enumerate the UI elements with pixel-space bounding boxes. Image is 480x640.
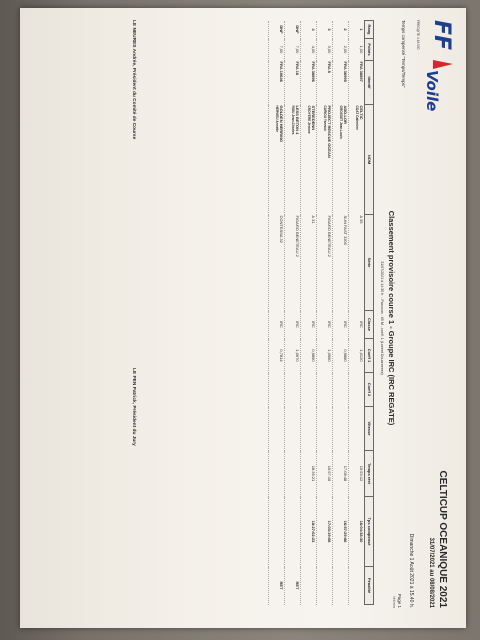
- cell-text: 15:53:12: [358, 465, 364, 482]
- cell-serie: [269, 215, 285, 311]
- cell-text: 2: [342, 28, 348, 31]
- cell-vitesse: [333, 407, 349, 451]
- cell-points: [349, 39, 365, 61]
- cell-text: SUN FAST 3200: [342, 215, 348, 245]
- race-committee-signature: LE NEURES Andrée, Président du Comité de Course: [131, 20, 136, 140]
- race-details: 31/07/2021 à 14:35 h. - Parcours : 65 M - coeff. 1 (Lorient Douarnenez): [380, 261, 384, 375]
- cell-text: RET: [278, 581, 284, 590]
- cell-text: FRA 8: [326, 61, 332, 73]
- cell-nom: [285, 105, 301, 215]
- cell-vitesse: [269, 407, 285, 451]
- cell-coeff2: [333, 373, 349, 407]
- cell-text: DNF: [294, 25, 300, 34]
- cell-text: 4: [310, 28, 316, 31]
- ffvoile-logo: [418, 20, 458, 140]
- cell-text: 18:27:02:23: [310, 520, 316, 543]
- cell-text: 16:04:38:30: [358, 520, 364, 543]
- cell-text: ADD-LOR: [342, 105, 348, 124]
- cell-text: 16:57:29:86: [342, 520, 348, 543]
- cell-text: FRA 10646: [278, 61, 284, 82]
- cell-text: STEREDENN: [310, 105, 316, 131]
- cell-text: IRC: [310, 321, 316, 328]
- cell-text: A 31: [310, 215, 316, 224]
- cell-vitesse: [285, 407, 301, 451]
- skipper-name: CROYERE Jérome: [306, 105, 311, 134]
- cell-text: 1,0120: [358, 349, 364, 362]
- cell-text: 0,7814: [278, 349, 284, 362]
- cell-text: DNF: [278, 25, 284, 34]
- cell-temps-reel: [333, 451, 349, 497]
- cell-text: 15:57:16: [326, 465, 332, 482]
- cell-penalite: [349, 567, 365, 605]
- cell-penalite: [269, 567, 285, 605]
- column-header: Tps compensé: [365, 497, 374, 567]
- cell-text: FIGARO BENETEAU 2: [326, 215, 332, 257]
- cell-text: LESS BETON 4: [294, 105, 300, 135]
- time-method-note: Temps compensé "Temps/Temps": [401, 20, 406, 88]
- table-row: [301, 21, 317, 605]
- cell-text: CELTIC: [358, 105, 364, 120]
- cell-nom: [269, 105, 285, 215]
- cell-penalite: [285, 567, 301, 605]
- skipper-name: GROSSET Jean-Louis: [338, 105, 343, 139]
- cell-serie: [285, 215, 301, 311]
- cell-penalite: [301, 567, 317, 605]
- logo-voile-text: Voile: [423, 70, 441, 112]
- cell-tps-comp: [285, 497, 301, 567]
- cell-text: 18:39:21: [310, 465, 316, 482]
- cell-serie: [333, 215, 349, 311]
- cell-temps-reel: [285, 451, 301, 497]
- cell-points: [269, 39, 285, 61]
- sail-icon: [433, 60, 453, 69]
- cell-tps-comp: [317, 497, 333, 567]
- cell-vitesse: [349, 407, 365, 451]
- cell-text: FRA 38896: [310, 61, 316, 82]
- cell-text: FIGARO BENETEAU 2: [294, 215, 300, 257]
- table-row: [285, 21, 301, 605]
- cell-identif: [349, 61, 365, 105]
- cell-rang: [317, 21, 333, 39]
- cell-text: 1,00: [358, 45, 364, 54]
- cell-coeff1: [333, 339, 349, 373]
- column-header: Identif: [365, 61, 374, 105]
- cell-penalite: [333, 567, 349, 605]
- cell-text: FRA 38897: [358, 61, 364, 82]
- cell-coeff2: [349, 373, 365, 407]
- cell-text: A 35: [358, 215, 364, 224]
- cell-coeff1: [349, 339, 365, 373]
- cell-nom: [317, 105, 333, 215]
- cell-text: 7,00: [294, 45, 300, 54]
- cell-serie: [349, 215, 365, 311]
- cell-points: [285, 39, 301, 61]
- cell-rang: [269, 21, 285, 39]
- table-row: [349, 21, 365, 605]
- cell-coeff2: [269, 373, 285, 407]
- cell-text: IRC: [278, 321, 284, 328]
- cell-coeff2: [301, 373, 317, 407]
- cell-coeff2: [317, 373, 333, 407]
- cell-coeff1: [269, 339, 285, 373]
- page-number: Page 1: [397, 593, 402, 608]
- cell-temps-reel: [269, 451, 285, 497]
- cell-classe: [333, 311, 349, 339]
- jury-signature: LE PEN Patrick, Président du Jury: [131, 368, 136, 446]
- cell-tps-comp: [269, 497, 285, 567]
- column-header: Série: [365, 215, 374, 311]
- cell-coeff2: [285, 373, 301, 407]
- cell-text: FRA 36995: [342, 61, 348, 82]
- cell-nom: [349, 105, 365, 215]
- table-row: [269, 21, 285, 605]
- cell-tps-comp: [349, 497, 365, 567]
- cell-text: 1,0670: [294, 349, 300, 362]
- results-table: [268, 20, 374, 605]
- cell-text: 3,00: [326, 45, 332, 54]
- cell-text: IRC: [358, 321, 364, 328]
- cell-identif: [317, 61, 333, 105]
- cell-text: 2,00: [342, 45, 348, 54]
- skipper-name: HERVIEU Armelle: [274, 105, 279, 133]
- table-row: [333, 21, 349, 605]
- cell-text: IRC: [294, 321, 300, 328]
- cell-rang: [349, 21, 365, 39]
- column-header: Coeff 1: [365, 339, 374, 373]
- cell-temps-reel: [301, 451, 317, 497]
- cell-classe: [317, 311, 333, 339]
- results-sheet: [20, 8, 466, 628]
- column-header: Temps réel: [365, 451, 374, 497]
- column-header: Classe: [365, 311, 374, 339]
- event-dates: 31/07/2021 au 08/08/2021: [428, 537, 434, 608]
- column-header: Pénalité: [365, 567, 374, 605]
- cell-text: CONTESSA 32: [278, 215, 284, 243]
- cell-identif: [285, 61, 301, 105]
- cell-tps-comp: [301, 497, 317, 567]
- cell-text: 7,00: [278, 45, 284, 54]
- cell-text: IRC: [342, 321, 348, 328]
- cell-text: 0,9880: [342, 349, 348, 362]
- cell-identif: [301, 61, 317, 105]
- skipper-name: COAT Catherine: [354, 105, 359, 130]
- column-header: NOM: [365, 105, 374, 215]
- cell-classe: [349, 311, 365, 339]
- cell-points: [317, 39, 333, 61]
- cell-text: FRA 18: [294, 61, 300, 76]
- software-credit: FREG@TE 4.18.000: [416, 20, 420, 50]
- cell-serie: [301, 215, 317, 311]
- cell-points: [301, 39, 317, 61]
- cell-classe: [301, 311, 317, 339]
- logo-ff-text: FF: [429, 20, 454, 51]
- cell-nom: [301, 105, 317, 215]
- cell-classe: [269, 311, 285, 339]
- cell-text: 1: [358, 28, 364, 31]
- cell-rang: [301, 21, 317, 39]
- cell-identif: [269, 61, 285, 105]
- cell-text: 1,0660: [326, 349, 332, 362]
- cell-classe: [285, 311, 301, 339]
- cell-text: RET: [294, 581, 300, 590]
- skipper-name: CARIOU Yannick: [322, 105, 327, 131]
- cell-coeff1: [301, 339, 317, 373]
- cell-text: PROJECT RESCUE OCEAN: [326, 105, 332, 158]
- cell-text: 4,00: [310, 45, 316, 54]
- cell-coeff1: [317, 339, 333, 373]
- cell-nom: [333, 105, 349, 215]
- cell-text: 17:03:19:08: [326, 520, 332, 543]
- cell-points: [333, 39, 349, 61]
- column-header: Vitesse: [365, 407, 374, 451]
- cell-text: 0,9860: [310, 349, 316, 362]
- cell-text: 3: [326, 28, 332, 31]
- event-title: CELTICUP OCEANIQUE 2021: [437, 470, 448, 608]
- column-header: Points: [365, 39, 374, 61]
- table-row: [317, 21, 333, 605]
- cell-rang: [285, 21, 301, 39]
- cell-serie: [317, 215, 333, 311]
- time-unit: hhi/mm: [392, 596, 396, 608]
- cell-rang: [333, 21, 349, 39]
- cell-text: IRC: [326, 321, 332, 328]
- cell-temps-reel: [317, 451, 333, 497]
- issue-date: Dimanche 1 Août 2021 à 15.40 h.: [408, 533, 414, 608]
- cell-vitesse: [301, 407, 317, 451]
- cell-text: 17:08:48: [342, 465, 348, 482]
- column-header: Coeff 2: [365, 373, 374, 407]
- cell-vitesse: [317, 407, 333, 451]
- cell-text: GOLDEN HERRING: [278, 105, 284, 143]
- cell-penalite: [317, 567, 333, 605]
- cell-identif: [333, 61, 349, 105]
- cell-coeff1: [285, 339, 301, 373]
- cell-temps-reel: [349, 451, 365, 497]
- column-header: Rang: [365, 21, 374, 39]
- ranking-heading: Classement provisoire course 1 - Groupe IRC (IRC REGATE): [387, 210, 396, 426]
- cell-tps-comp: [333, 497, 349, 567]
- skipper-name: RIOU Jean-Charles: [290, 105, 295, 135]
- table-header-row: [365, 21, 374, 605]
